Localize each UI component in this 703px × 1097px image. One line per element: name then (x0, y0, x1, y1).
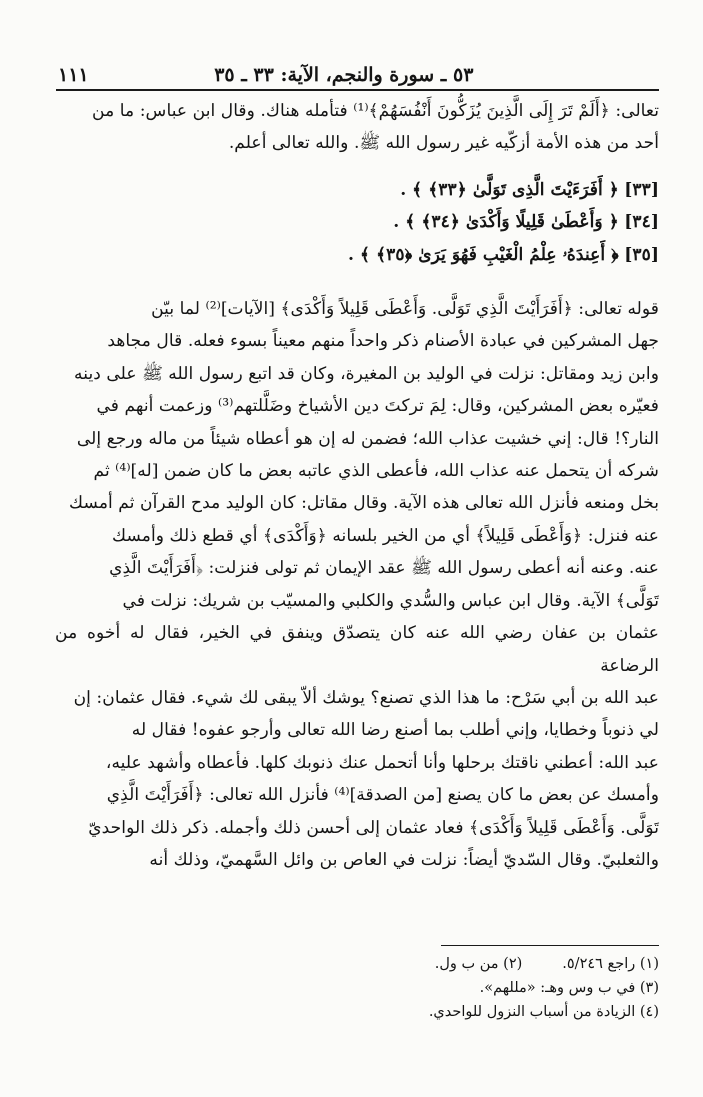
verse-number: [٣٣] (624, 179, 659, 200)
commentary-line: شركه أن يتحمل عنه عذاب الله، فأعطى الذي عاتبه بعض ما كان ضمن [له]⁽⁴⁾ ثم (93, 461, 659, 482)
verse-number: [٣٤] (624, 212, 659, 233)
verse-text: ﴿ أَعِندَهُۥ عِلْمُ الْغَيْبِ فَهُوَ يَرَىٰ ﴿٣٥﴾ ﴾ . (348, 244, 619, 265)
commentary-line: بخل ومنعه فأنزل الله تعالى هذه الآية. وقال مقاتل: كان الوليد مدح القرآن ثم أمسك (69, 493, 659, 514)
commentary-line: عبد الله: أعطني ناقتك برحلها وأنا أتحمل عنك ذنوبك كلها. فأعطاه وأشهد عليه، (105, 752, 659, 773)
commentary-line: عنه فنزل: ﴿وَأَعْطَى قَلِيلاً﴾ أي من الخير بلسانه ﴿وَأَكْدَى﴾ أي قطع ذلك وأمسك (111, 525, 659, 546)
commentary-line: جهل المشركين في عبادة الأصنام ذكر واحداً منهم معيناً بسوء فعله. قال مجاهد (107, 331, 659, 352)
commentary-line: وأمسك عن بعض ما كان يصنع [من الصدقة]⁽⁴⁾ فأنزل الله تعالى: ﴿أَفَرَأَيْتَ الَّذِي (106, 785, 659, 806)
commentary-line: فعيّره بعض المشركين، وقال: لِمَ تركتَ دين الأشياخ وضَلَّلتهم⁽³⁾ وزعمت أنهم في (96, 396, 659, 417)
commentary-line: النار؟! قال: إني خشيت عذاب الله؛ فضمن له إن هو أعطاه شيئاً من ماله ورجع إلى (76, 428, 659, 449)
footnote: (١) راجع ٥/٢٤٦. (562, 956, 659, 972)
commentary-line: قوله تعالى: ﴿أَفَرَأَيْتَ الَّذِي تَوَلَّى. وَأَعْطَى قَلِيلاً وَأَكْدَى﴾ [الآيات]⁽²⁾ لما بيّن (151, 299, 659, 320)
footnote: (٣) في ب وس وهـ: «مللهم». (479, 980, 659, 996)
verse-block (55, 174, 659, 271)
footnote: (٤) الزيادة من أسباب النزول للواحدي. (428, 1004, 659, 1020)
commentary (55, 293, 659, 876)
commentary-line: تَوَلَّى﴾ الآية. وقال ابن عباس والسُّدي والكلبي والمسيّب بن شريك: نزلت في (122, 590, 659, 611)
verse-text: ﴿ أَفَرَءَيْتَ الَّذِى تَوَلَّىٰ ﴿٣٣﴾ ﴾ . (400, 179, 619, 200)
commentary-line: عنه. وعنه أنه أعطى رسول الله ﷺ عقد الإيمان ثم تولى فنزلت: ﴿أَفَرَأَيْتَ الَّذِي (109, 558, 659, 579)
main-text (55, 95, 659, 876)
intro-line: تعالى: ﴿أَلَمْ تَرَ إِلَى الَّذِينَ يُزَكُّونَ أَنْفُسَهُمْ﴾⁽¹⁾ فتأمله هناك. وقال ابن عباس: ما من (92, 101, 659, 121)
commentary-line: لي ذنوباً وخطايا، وإني أطلب بما أصنع رضا الله تعالى وأرجو عفوه! فقال له (131, 720, 659, 741)
footnote-rule (441, 945, 659, 946)
verse-line (55, 174, 659, 206)
verse-line (55, 206, 659, 238)
commentary-line: عثمان بن عفان رضي الله عنه كان يتصدّق وينفق في الخير، فقال له أخوه من الرضاعة (55, 623, 659, 676)
page-number: ١١١ (58, 64, 89, 86)
page-header (58, 52, 659, 86)
commentary-line: وابن زيد ومقاتل: نزلت في الوليد بن المغيرة، وكان قد اتبع رسول الله ﷺ على دينه (74, 363, 659, 384)
verse-text: ﴿ وَأَعْطَىٰ قَلِيلًا وَأَكْدَىٰ ﴿٣٤﴾ ﴾ . (393, 212, 619, 233)
verse-line (55, 239, 659, 271)
intro-line: أحد من هذه الأمة أزكّيه غير رسول الله ﷺ. والله تعالى أعلم. (228, 133, 659, 154)
verse-number: [٣٥] (624, 244, 659, 265)
header-rule (56, 89, 659, 91)
commentary-line: والثعلبيّ. وقال السّديّ أيضاً: نزلت في العاص بن وائل السَّهميّ، وذلك أنه (149, 849, 659, 870)
commentary-line: تَوَلَّى. وَأَعْطَى قَلِيلاً وَأَكْدَى﴾ فعاد عثمان إلى أحسن ذلك وأجمله. ذكر ذلك الواحديّ (88, 817, 659, 838)
footnote-row (55, 952, 659, 976)
running-title: ٥٣ ـ سورة والنجم، الآية: ٣٣ ـ ٣٥ (214, 64, 474, 86)
commentary-line: عبد الله بن أبي سَرْح: ما هذا الذي تصنع؟ يوشك ألاّ يبقى لك شيء. فقال عثمان: إن (73, 687, 659, 708)
footnote: (٢) من ب ول. (434, 956, 523, 972)
footnotes (55, 952, 659, 1024)
